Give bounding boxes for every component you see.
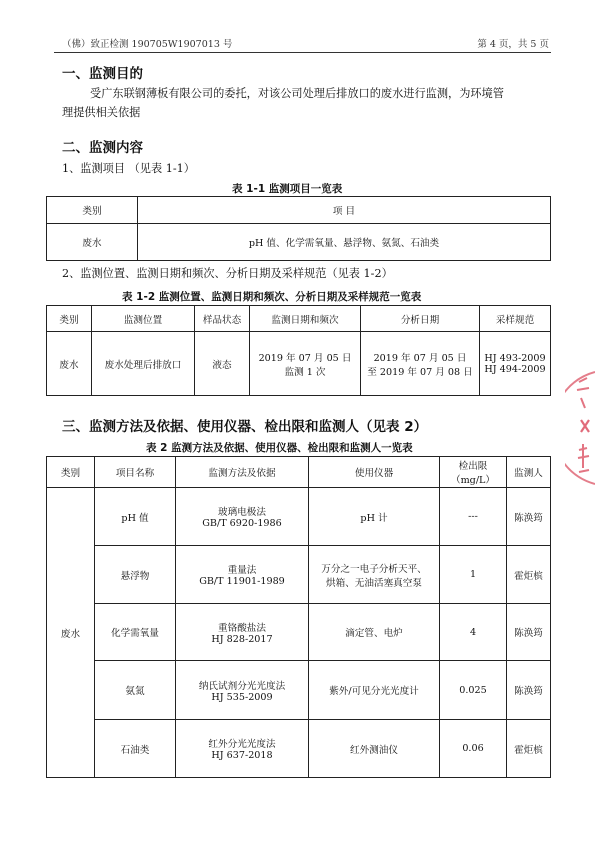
- t3-limit: ---: [440, 488, 507, 546]
- t2-analysis-line2: 至 2019 年 07 月 08 日: [367, 366, 473, 378]
- t3-header-person: 监测人: [507, 457, 551, 488]
- table-2: [46, 456, 551, 778]
- t2-cell-state: 液态: [195, 332, 250, 396]
- seal-glyph-3: [578, 444, 589, 472]
- t2-date-line2: 监测 1 次: [284, 366, 326, 378]
- t3-limit: 0.025: [440, 661, 507, 720]
- t3-instrument-line1: pH 计: [360, 512, 388, 524]
- t3-person: 霍炬槟: [507, 720, 551, 778]
- t3-method-standard: GB/T 11901-1989: [199, 576, 285, 587]
- t1-header-items: 项 目: [138, 197, 551, 224]
- seal-stamp: [565, 368, 595, 488]
- t3-person: 陈涣筠: [507, 488, 551, 546]
- t3-instrument: [309, 604, 440, 661]
- t2-header-analysis-date: 分析日期: [361, 306, 480, 332]
- section-1-para-line2: 理提供相关依据: [62, 106, 141, 119]
- t3-limit: 4: [440, 604, 507, 661]
- section-1-title: 一、监测目的: [62, 66, 143, 82]
- t3-method: [176, 546, 309, 604]
- t3-method: [176, 604, 309, 661]
- t3-method: [176, 720, 309, 778]
- t3-cell-category: 废水: [47, 488, 95, 778]
- t2-spec-line2: HJ 494-2009: [484, 363, 546, 375]
- t3-limit: 1: [440, 546, 507, 604]
- t1-header-category: 类别: [47, 197, 138, 224]
- t2-header-sampling-spec: 采样规范: [480, 306, 551, 332]
- t3-header-instrument: 使用仪器: [309, 457, 440, 488]
- t1-cell-category: 废水: [47, 224, 138, 261]
- t3-instrument: [309, 546, 440, 604]
- section-2-item-2: 2、监测位置、监测日期和频次、分析日期及采样规范（见表 1-2）: [62, 267, 393, 280]
- section-3-title: 三、监测方法及依据、使用仪器、检出限和监测人（见表 2）: [62, 419, 428, 435]
- t3-method-standard: GB/T 6920-1986: [202, 518, 282, 529]
- t1-cell-items: pH 值、化学需氧量、悬浮物、氨氮、石油类: [138, 224, 551, 261]
- t3-item: pH 值: [95, 488, 176, 546]
- table-1-2: [46, 305, 551, 396]
- t3-instrument-line1: 万分之一电子分析天平、: [321, 563, 427, 575]
- t2-cell-analysis-date: [361, 332, 480, 396]
- header-divider: [54, 52, 551, 53]
- table-1-2-caption: 表 1-2 监测位置、监测日期和频次、分析日期及采样规范一览表: [122, 291, 422, 303]
- t3-item: 氨氮: [95, 661, 176, 720]
- seal-glyph-2: [581, 420, 589, 432]
- t3-method-name: 红外分光光度法: [208, 739, 276, 750]
- t3-person: 霍炬槟: [507, 546, 551, 604]
- t3-method-standard: HJ 535-2009: [211, 691, 273, 703]
- t3-person: 陈涣筠: [507, 661, 551, 720]
- t2-header-state: 样品状态: [195, 306, 250, 332]
- t3-instrument: [309, 488, 440, 546]
- t3-item: 石油类: [95, 720, 176, 778]
- t2-spec-line1: HJ 493-2009: [484, 352, 546, 364]
- t3-header-limit-line1: 检出限: [458, 461, 488, 472]
- t2-header-category: 类别: [47, 306, 92, 332]
- t2-cell-location: 废水处理后排放口: [92, 332, 195, 396]
- t3-method-standard: HJ 828-2017: [211, 633, 273, 645]
- t3-method-name: 重量法: [227, 565, 257, 576]
- t3-header-category: 类别: [47, 457, 95, 488]
- report-number: （佛）致正检测 190705W1907013 号: [62, 39, 233, 50]
- t3-item: 悬浮物: [95, 546, 176, 604]
- t3-header-method: 监测方法及依据: [176, 457, 309, 488]
- t3-method-name: 纳氏试剂分光光度法: [198, 680, 286, 692]
- table-1-1: [46, 196, 551, 261]
- t2-cell-date: [250, 332, 361, 396]
- table-row: [47, 546, 551, 604]
- t3-method: [176, 661, 309, 720]
- table-row: [47, 488, 551, 546]
- t3-header-limit: [440, 457, 507, 488]
- t3-instrument: [309, 661, 440, 720]
- section-2-title: 二、监测内容: [62, 140, 143, 156]
- t3-instrument-line1: 滴定管、电炉: [345, 628, 403, 639]
- t2-cell-category: 废水: [47, 332, 92, 396]
- table-2-caption: 表 2 监测方法及依据、使用仪器、检出限和监测人一览表: [146, 442, 413, 454]
- t2-header-date: 监测日期和频次: [250, 306, 361, 332]
- table-row: [47, 661, 551, 720]
- t3-header-limit-line2: （mg/L）: [450, 475, 496, 486]
- t3-method-name: 重铬酸盐法: [218, 622, 266, 634]
- t3-instrument-line1: 紫外/可见分光光度计: [329, 686, 419, 697]
- t3-instrument-line1: 红外测油仪: [350, 744, 398, 756]
- t2-header-location: 监测位置: [92, 306, 195, 332]
- t3-instrument-line2: 烘箱、无油活塞真空泵: [326, 577, 422, 589]
- t2-date-line1: 2019 年 07 月 05 日: [258, 352, 352, 364]
- t3-method: [176, 488, 309, 546]
- t3-method-name: 玻璃电极法: [218, 507, 266, 518]
- t2-analysis-line1: 2019 年 07 月 05 日: [373, 352, 467, 364]
- seal-glyph-1: [577, 378, 589, 408]
- t3-method-standard: HJ 637-2018: [211, 750, 273, 761]
- t3-header-item: 项目名称: [95, 457, 176, 488]
- table-row: [47, 604, 551, 661]
- section-1-para-line1: 受广东联钢薄板有限公司的委托，对该公司处理后排放口的废水进行监测，为环境管: [90, 87, 504, 100]
- t3-item: 化学需氧量: [95, 604, 176, 661]
- table-row: [47, 720, 551, 778]
- page-number: 第 4 页，共 5 页: [477, 39, 549, 50]
- table-1-1-caption: 表 1-1 监测项目一览表: [232, 183, 343, 195]
- t2-cell-sampling-spec: [480, 332, 551, 396]
- t3-person: 陈涣筠: [507, 604, 551, 661]
- section-2-item-1: 1、监测项目 （见表 1-1）: [62, 162, 195, 175]
- t3-instrument: [309, 720, 440, 778]
- t3-limit: 0.06: [440, 720, 507, 778]
